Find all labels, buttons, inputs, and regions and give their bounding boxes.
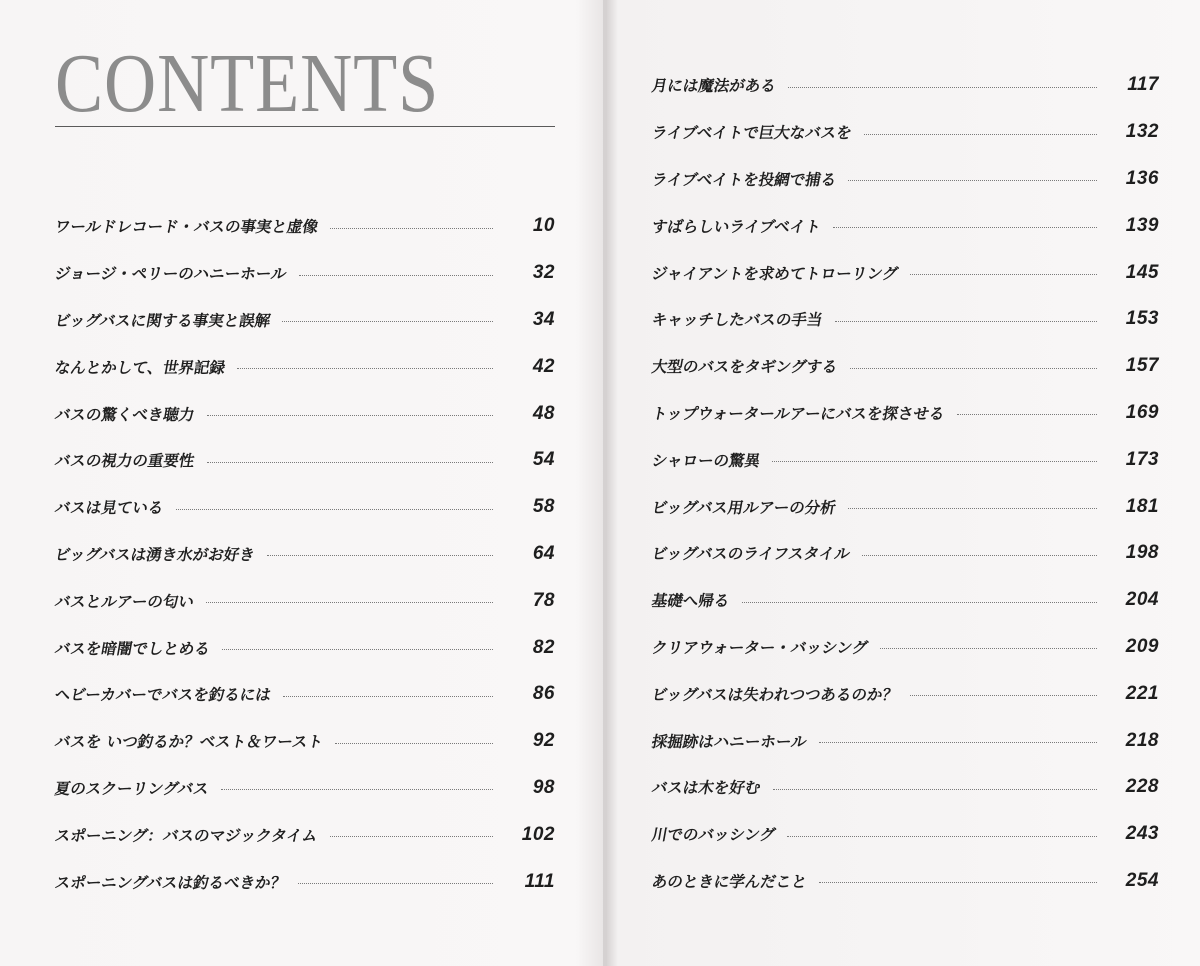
toc-entry-page-number: 198 <box>1125 542 1159 564</box>
dot-leader <box>221 789 493 790</box>
title-underline <box>55 126 555 127</box>
toc-entry <box>55 297 555 344</box>
toc-entry-page-number: 92 <box>532 730 555 752</box>
toc-entry <box>652 764 1159 811</box>
toc-entry-page-number: 157 <box>1125 355 1159 377</box>
book-gutter <box>603 0 607 966</box>
toc-entry-page-number: 78 <box>532 589 555 611</box>
toc-entry <box>652 202 1159 249</box>
dot-leader <box>283 696 493 697</box>
dot-leader <box>330 228 493 229</box>
toc-entry-title: バスは見ている <box>53 499 165 518</box>
toc-entry-title: バスの視力の重要性 <box>53 452 196 471</box>
toc-entry-title: ライブベイトで巨大なバスを <box>650 124 854 143</box>
toc-entry-title: ヘビーカバーでバスを釣るには <box>53 686 273 705</box>
toc-entry-title: ワールドレコード・バスの事実と虚像 <box>53 218 320 237</box>
toc-entry-title: バスを暗闇でしとめる <box>53 639 212 658</box>
toc-entry <box>55 718 555 765</box>
toc-entry <box>652 109 1159 156</box>
toc-entry <box>55 390 555 437</box>
dot-leader <box>848 180 1097 181</box>
toc-entry-title: ライブベイトを投網で捕る <box>650 170 838 189</box>
toc-entry-page-number: 181 <box>1125 495 1159 517</box>
toc-entry-title: ビッグバス用ルアーの分析 <box>650 498 838 517</box>
toc-entry-title: ビッグバスは湧き水がお好き <box>53 545 257 564</box>
toc-entry-page-number: 58 <box>532 496 555 518</box>
toc-entry-title: なんとかして、世界記録 <box>53 358 227 377</box>
toc-entry <box>652 296 1159 343</box>
toc-entry <box>652 343 1159 390</box>
toc-entry-page-number: 173 <box>1125 448 1159 470</box>
dot-leader <box>282 321 493 322</box>
toc-entry-title: 川でのバッシング <box>650 826 777 845</box>
dot-leader <box>335 743 493 744</box>
toc-entry-page-number: 48 <box>532 402 555 424</box>
toc-entry-page-number: 218 <box>1125 729 1159 751</box>
toc-entry <box>55 624 555 671</box>
contents-title: CONTENTS <box>55 37 440 130</box>
toc-entry <box>55 577 555 624</box>
toc-entry-page-number: 243 <box>1125 823 1159 845</box>
toc-entry-title: ビッグバスは失われつつあるのか？ <box>650 685 900 704</box>
toc-entry-title: 月には魔法がある <box>650 77 778 96</box>
toc-entry-page-number: 204 <box>1125 589 1159 611</box>
toc-entry-page-number: 145 <box>1125 261 1159 283</box>
toc-entry-page-number: 136 <box>1125 167 1159 189</box>
toc-entry-title: 基礎へ帰る <box>650 592 731 611</box>
dot-leader <box>848 508 1097 509</box>
toc-entry <box>652 530 1159 577</box>
dot-leader <box>850 368 1097 369</box>
dot-leader <box>267 555 493 556</box>
toc-entry-title: スポーニングバスは釣るべきか？ <box>53 873 288 892</box>
toc-entry-title: バスの驚くべき聴力 <box>53 405 196 424</box>
dot-leader <box>819 742 1097 743</box>
dot-leader <box>819 882 1097 883</box>
toc-entry <box>652 62 1159 109</box>
dot-leader <box>862 555 1097 556</box>
toc-entry-title: バスは木を好む <box>650 779 762 798</box>
toc-entry-title: ジョージ・ペリーのハニーホール <box>53 265 288 284</box>
dot-leader <box>299 275 493 276</box>
toc-entry <box>55 671 555 718</box>
toc-entry <box>55 858 555 905</box>
dot-leader <box>880 648 1097 649</box>
toc-entry <box>652 156 1159 203</box>
toc-entry-page-number: 82 <box>532 636 555 658</box>
toc-entry <box>652 624 1159 671</box>
toc-entry <box>55 811 555 858</box>
toc-entry-page-number: 117 <box>1127 74 1159 96</box>
toc-entry-page-number: 86 <box>532 683 555 705</box>
toc-entry-title: シャローの驚異 <box>650 451 762 470</box>
toc-entry-title: 大型のバスをタギングする <box>650 358 839 377</box>
toc-entry-page-number: 64 <box>532 542 555 564</box>
toc-entry-page-number: 221 <box>1125 682 1159 704</box>
toc-entry-title: ビッグバスに関する事実と誤解 <box>53 311 272 330</box>
toc-entry-title: キャッチしたバスの手当 <box>650 311 824 330</box>
toc-entry <box>652 436 1159 483</box>
toc-entry-title: あのときに学んだこと <box>650 872 809 891</box>
toc-entry-page-number: 98 <box>532 776 555 798</box>
toc-entry-page-number: 132 <box>1125 121 1159 143</box>
toc-right-page <box>652 62 1159 904</box>
toc-entry-page-number: 10 <box>532 215 555 237</box>
toc-left-page <box>55 203 555 905</box>
toc-entry <box>55 765 555 812</box>
dot-leader <box>298 883 493 884</box>
toc-entry-page-number: 42 <box>532 355 555 377</box>
toc-entry <box>652 717 1159 764</box>
toc-entry-page-number: 169 <box>1125 401 1159 423</box>
dot-leader <box>833 227 1097 228</box>
toc-entry-title: すばらしいライブベイト <box>650 217 823 236</box>
toc-entry-title: クリアウォーター・バッシング <box>650 638 870 657</box>
dot-leader <box>957 414 1097 415</box>
toc-entry <box>652 577 1159 624</box>
dot-leader <box>910 274 1097 275</box>
dot-leader <box>788 87 1097 88</box>
toc-entry-page-number: 139 <box>1125 214 1159 236</box>
dot-leader <box>864 134 1097 135</box>
toc-entry-page-number: 32 <box>532 262 555 284</box>
toc-entry <box>55 437 555 484</box>
dot-leader <box>742 602 1097 603</box>
toc-entry-page-number: 153 <box>1125 308 1159 330</box>
toc-entry <box>55 343 555 390</box>
dot-leader <box>772 461 1097 462</box>
toc-entry <box>652 483 1159 530</box>
toc-entry <box>55 531 555 578</box>
toc-entry <box>55 203 555 250</box>
toc-entry-title: 採掘跡はハニーホール <box>650 732 809 751</box>
dot-leader <box>207 462 493 463</box>
toc-entry-page-number: 254 <box>1125 869 1159 891</box>
toc-entry <box>652 390 1159 437</box>
dot-leader <box>910 695 1097 696</box>
toc-entry-title: バスを いつ釣るか？ベスト＆ワースト <box>53 733 325 752</box>
toc-entry-title: ジャイアントを求めてトローリング <box>650 264 900 283</box>
toc-entry-page-number: 209 <box>1125 635 1159 657</box>
toc-entry <box>652 670 1159 717</box>
toc-entry-page-number: 102 <box>521 823 555 845</box>
dot-leader <box>222 649 493 650</box>
dot-leader <box>773 789 1097 790</box>
dot-leader <box>787 836 1097 837</box>
toc-entry-title: バスとルアーの匂い <box>53 592 196 611</box>
toc-entry-page-number: 111 <box>524 870 555 892</box>
toc-entry-page-number: 54 <box>532 449 555 471</box>
toc-entry-title: トップウォータールアーにバスを探させる <box>650 404 947 423</box>
toc-entry-title: 夏のスクーリングバス <box>53 779 211 798</box>
dot-leader <box>835 321 1097 322</box>
toc-entry-page-number: 228 <box>1125 776 1159 798</box>
toc-entry <box>652 249 1159 296</box>
dot-leader <box>206 602 493 603</box>
toc-entry-title: ビッグバスのライフスタイル <box>650 545 852 564</box>
dot-leader <box>237 368 493 369</box>
dot-leader <box>176 509 493 510</box>
toc-entry-title: スポーニング：バスのマジックタイム <box>53 826 319 845</box>
dot-leader <box>330 836 493 837</box>
toc-entry <box>55 250 555 297</box>
toc-entry-page-number: 34 <box>532 308 555 330</box>
toc-entry <box>652 858 1159 905</box>
dot-leader <box>207 415 493 416</box>
toc-entry <box>55 484 555 531</box>
toc-entry <box>652 811 1159 858</box>
